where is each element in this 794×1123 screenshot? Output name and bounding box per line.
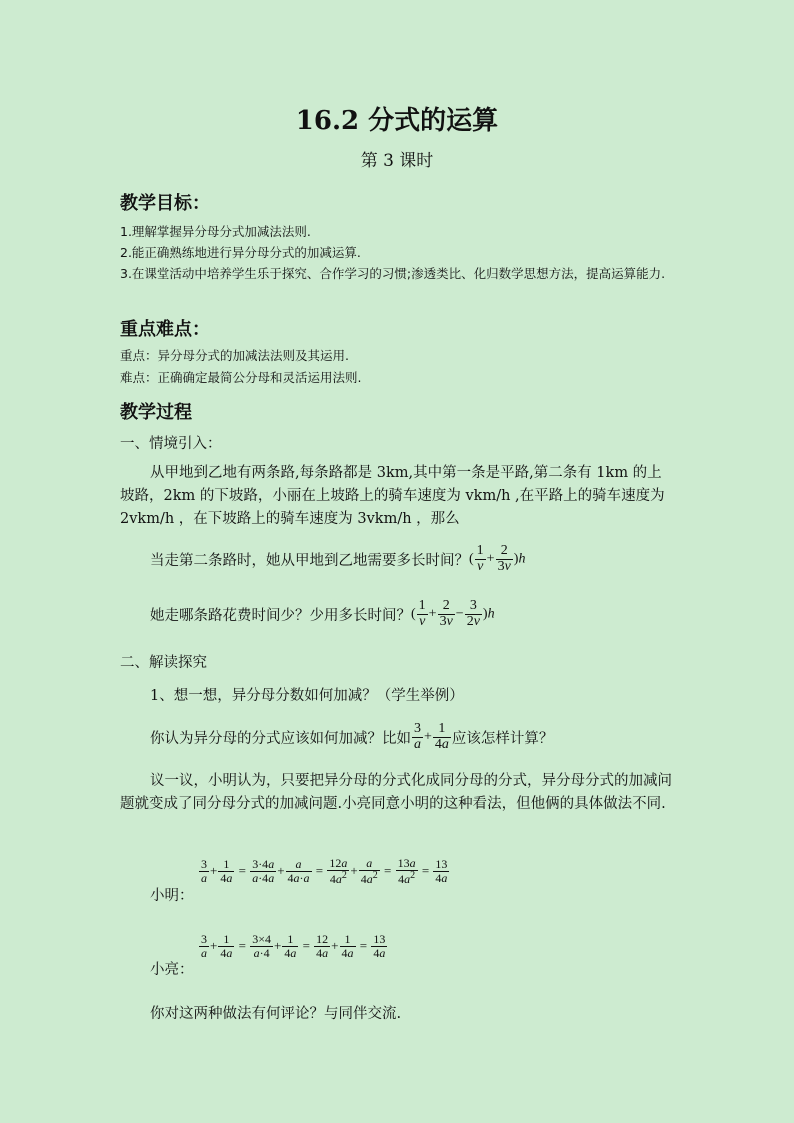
objective-item-1: 1.理解掌握异分母分式加减法法则. <box>120 224 311 239</box>
objectives-heading: 教学目标： <box>120 193 210 214</box>
page-subtitle: 第 3 课时 <box>360 151 434 171</box>
process-heading: 教学过程 <box>120 402 192 423</box>
section1-title: 一、情境引入： <box>120 436 222 452</box>
question-2 <box>150 593 495 635</box>
ask-line-after: 应该怎样计算？ <box>451 730 554 747</box>
keypoint-difficulty: 难点：正确确定最简公分母和灵活运用法则. <box>120 370 362 385</box>
xiaoliang-label: 小亮： <box>150 962 194 978</box>
comment-line: 你对这两种做法有何评论？与同伴交流. <box>150 1006 402 1022</box>
page-title: 16.2 分式的运算 <box>295 106 499 136</box>
ask-formula: $\frac{3}{a}$ + $\frac{1}{4a}$ <box>414 720 449 752</box>
discussion-paragraph: 议一议，小明认为，只要把异分母的分式化成同分母的分式，异分母分式的加减问题就变成了同分母分式的加减问题.小亮同意小明的这种看法，但他俩的具体做法不同. <box>120 773 672 812</box>
ask-line-before: 你认为异分母的分式应该如何加减？比如 <box>150 730 411 747</box>
scenario-paragraph: 从甲地到乙地有两条路,每条路都是 3km,其中第一条是平路,第二条有 1km 的上坡路，2km 的下坡路，小丽在上坡路上的骑车速度为 vkm/h ,在平路上的骑车速度为 2vkm/h ，在下坡路上的骑车速度为 3vkm/h ，那么 <box>120 465 665 527</box>
ask-line <box>150 716 553 758</box>
keypoints-heading: 重点难点： <box>120 319 210 340</box>
question-2-formula: ( $\frac{1}{v}$ + $\frac{2}{3v}$ − $\frac{3}{2v}$ )h <box>411 597 495 629</box>
xiaoliang-equation: $\frac{3}{a}$ + $\frac{1}{4a}$ = $\frac{3\times 4}{a\cdot 4}$ + $\frac{1}{4a}$ = $\frac{12}{4a}$ + $\frac{1}{4a}$ = $\frac{13}{4a}$ <box>201 932 386 960</box>
think-line: 1、想一想，异分母分数如何加减？（学生举例） <box>150 688 464 704</box>
objective-item-3: 3.在课堂活动中培养学生乐于探究、合作学习的习惯;渗透类比、化归数学思想方法，提高运算能力. <box>120 266 666 281</box>
question-1 <box>150 538 525 580</box>
xiaoming-equation: $\frac{3}{a}$ + $\frac{1}{4a}$ = $\frac{3\cdot 4a}{a\cdot 4a}$ + $\frac{a}{4a\cdot a}$ = $\frac{12a}{4a^2}$ + $\frac{a}{4a^2}$ = $\frac{13a}{4a^2}$ = $\frac{13}{4a}$ <box>201 856 448 886</box>
xiaoming-label: 小明： <box>150 888 194 904</box>
keypoint-focus: 重点：异分母分式的加减法法则及其运用. <box>120 348 349 363</box>
question-2-text: 她走哪条路花费时间少？少用多长时间？ <box>150 607 411 624</box>
objective-item-2: 2.能正确熟练地进行异分母分式的加减运算. <box>120 245 361 260</box>
question-1-text: 当走第二条路时，她从甲地到乙地需要多长时间？ <box>150 552 469 569</box>
question-1-formula: ( $\frac{1}{v}$ + $\frac{2}{3v}$ )h <box>469 542 526 574</box>
section2-title: 二、解读探究 <box>120 655 207 671</box>
